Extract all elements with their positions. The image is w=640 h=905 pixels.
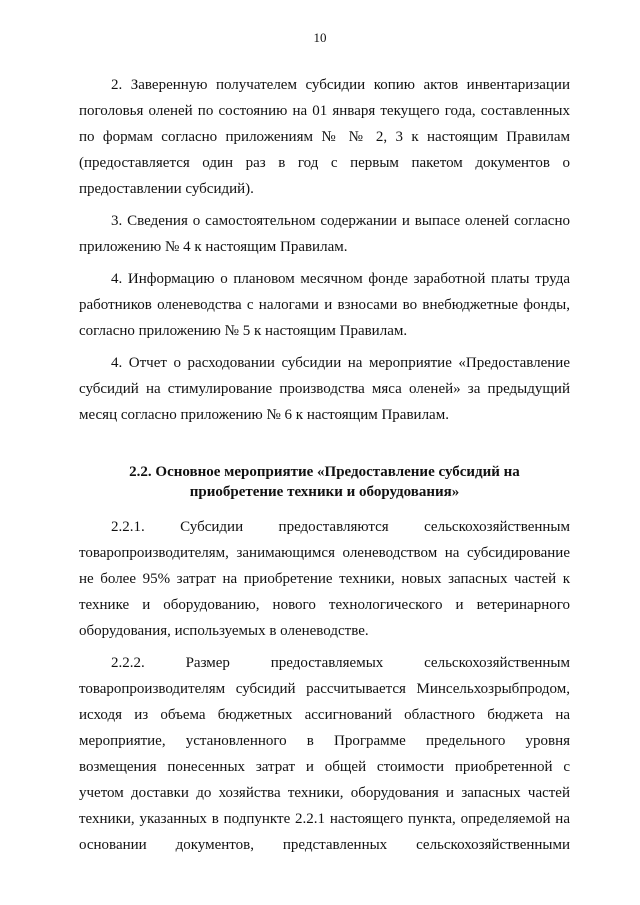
heading-line: 2.2. Основное мероприятие «Предоставление субсидий на bbox=[129, 464, 520, 480]
paragraph-item-2 bbox=[79, 72, 570, 202]
text-line: техники, указанных в подпункте 2.2.1 настоящего пункта, определяемой на bbox=[79, 811, 570, 827]
text-line: приложению № 4 к настоящим Правилам. bbox=[79, 239, 348, 255]
paragraph-item-3 bbox=[79, 208, 570, 260]
text-line: работников оленеводства с налогами и взносами во внебюджетные фонды, bbox=[79, 297, 570, 313]
paragraph-item-4-salary bbox=[79, 266, 570, 344]
text-line: возмещения понесенных затрат и общей стоимости приобретенной с bbox=[79, 759, 570, 775]
text-line: по формам согласно приложениям № № 2, 3 к настоящим Правилам bbox=[79, 129, 570, 145]
text-line: основании документов, представленных сельскохозяйственными bbox=[79, 837, 570, 853]
text-line: не более 95% затрат на приобретение техники, новых запасных частей к bbox=[79, 571, 570, 587]
text-line: товаропроизводителям субсидий рассчитывается Минсельхозрыбпродом, bbox=[79, 681, 570, 697]
text-line: 3. Сведения о самостоятельном содержании и выпасе оленей согласно bbox=[111, 213, 570, 229]
text-line: мероприятие, установленного в Программе предельного уровня bbox=[79, 733, 570, 749]
document-body bbox=[79, 72, 570, 864]
text-line: поголовья оленей по состоянию на 01 января текущего года, составленных bbox=[79, 103, 570, 119]
text-line: 2.2.1. Субсидии предоставляются сельскохозяйственным bbox=[111, 519, 570, 535]
text-line: месяц согласно приложению № 6 к настоящим Правилам. bbox=[79, 407, 449, 423]
paragraph-2-2-2 bbox=[79, 650, 570, 858]
text-line: 2. Заверенную получателем субсидии копию актов инвентаризации bbox=[111, 77, 570, 93]
paragraph-2-2-1 bbox=[79, 514, 570, 644]
text-line: предоставлении субсидий). bbox=[79, 181, 254, 197]
page-number: 10 bbox=[313, 30, 327, 45]
paragraph-item-4-report bbox=[79, 350, 570, 428]
text-line: субсидий на стимулирование производства мяса оленей» за предыдущий bbox=[79, 381, 570, 397]
text-line: согласно приложению № 5 к настоящим Правилам. bbox=[79, 323, 408, 339]
text-line: товаропроизводителям, занимающимся оленеводством на субсидирование bbox=[79, 545, 570, 561]
section-heading bbox=[79, 462, 570, 502]
text-line: исходя из объема бюджетных ассигнований областного бюджета на bbox=[79, 707, 570, 723]
text-line: технике и оборудованию, нового технологического и ветеринарного bbox=[79, 597, 570, 613]
text-line: 2.2.2. Размер предоставляемых сельскохозяйственным bbox=[111, 655, 570, 671]
text-line: оборудования, используемых в оленеводстве. bbox=[79, 623, 369, 639]
heading-line: приобретение техники и оборудования» bbox=[189, 484, 460, 500]
text-line: (предоставляется один раз в год с первым пакетом документов о bbox=[79, 155, 570, 171]
text-line: 4. Отчет о расходовании субсидии на мероприятие «Предоставление bbox=[111, 355, 570, 371]
text-line: 4. Информацию о плановом месячном фонде заработной платы труда bbox=[111, 271, 570, 287]
text-line: учетом доставки до хозяйства техники, оборудования и запасных частей bbox=[79, 785, 570, 801]
